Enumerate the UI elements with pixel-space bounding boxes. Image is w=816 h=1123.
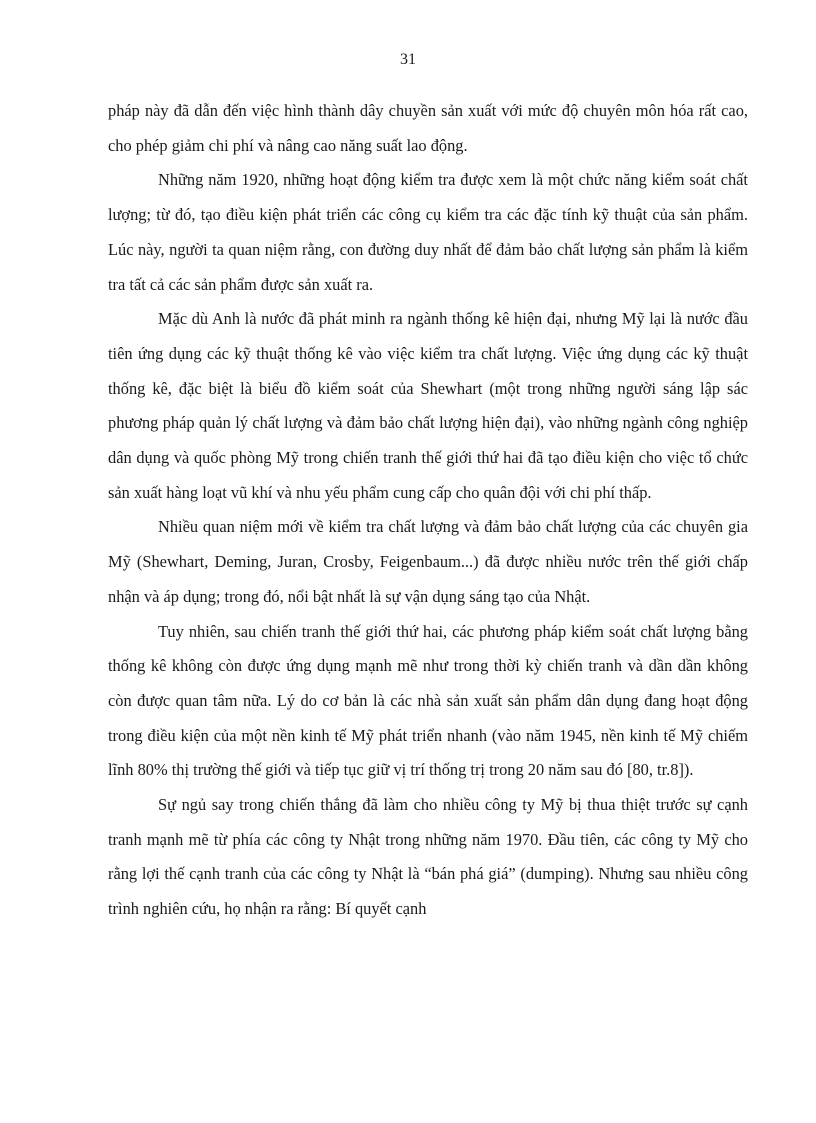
paragraph-american-experts: Nhiều quan niệm mới về kiểm tra chất lượng và đảm bảo chất lượng của các chuyên gia Mỹ (Shewhart, Deming, Juran, Crosby, Feigenbaum...) đã được nhiều nước trên thế giới chấp nhận và áp dụng; trong đó, nổi bật nhất là sự vận dụng sáng tạo của Nhật. [108, 517, 748, 606]
paragraph-statistical-techniques: Mặc dù Anh là nước đã phát minh ra ngành thống kê hiện đại, nhưng Mỹ lại là nước đầu tiên ứng dụng các kỹ thuật thống kê vào việc kiểm tra chất lượng. Việc ứng dụng các kỹ thuật thống kê, đặc biệt là biểu đồ kiểm soát của Shewhart (một trong những người sáng lập sác phương pháp quản lý chất lượng và đảm bảo chất lượng hiện đại), vào những ngành công nghiệp dân dụng và quốc phòng Mỹ trong chiến tranh thế giới thứ hai đã tạo điều kiện cho việc tổ chức sản xuất hàng loạt vũ khí và nhu yếu phẩm cung cấp cho quân đội với chi phí thấp. [108, 309, 748, 502]
page-number: 31 [400, 51, 416, 68]
paragraph-continuation: pháp này đã dẫn đến việc hình thành dây chuyền sản xuất với mức độ chuyên môn hóa rất cao, cho phép giảm chi phí và nâng cao năng suất lao động. [108, 101, 748, 155]
paragraph-post-war-decline: Tuy nhiên, sau chiến tranh thế giới thứ hai, các phương pháp kiểm soát chất lượng bằng thống kê không còn được ứng dụng mạnh mẽ như trong thời kỳ chiến tranh và dần dần không còn được quan tâm nữa. Lý do cơ bản là các nhà sản xuất sản phẩm dân dụng đang hoạt động trong điều kiện của một nền kinh tế Mỹ phát triển nhanh (vào năm 1945, nền kinh tế Mỹ chiếm lĩnh 80% thị trường thế giới và tiếp tục giữ vị trí thống trị trong 20 năm sau đó [80, tr.8]). [108, 621, 748, 780]
paragraph-1920s-inspection: Những năm 1920, những hoạt động kiểm tra được xem là một chức năng kiểm soát chất lượng; từ đó, tạo điều kiện phát triển các công cụ kiểm tra các đặc tính kỹ thuật của sản phẩm. Lúc này, người ta quan niệm rằng, con đường duy nhất để đảm bảo chất lượng sản phẩm là kiểm tra tất cả các sản phẩm được sản xuất ra. [108, 170, 748, 294]
paragraph-japanese-competition: Sự ngủ say trong chiến thắng đã làm cho nhiều công ty Mỹ bị thua thiệt trước sự cạnh tranh mạnh mẽ từ phía các công ty Nhật trong những năm 1970. Đầu tiên, các công ty Mỹ cho rằng lợi thế cạnh tranh của các công ty Nhật là “bán phá giá” (dumping). Nhưng sau nhiều công trình nghiên cứu, họ nhận ra rằng: Bí quyết cạnh [108, 795, 748, 919]
body-text [108, 94, 748, 927]
